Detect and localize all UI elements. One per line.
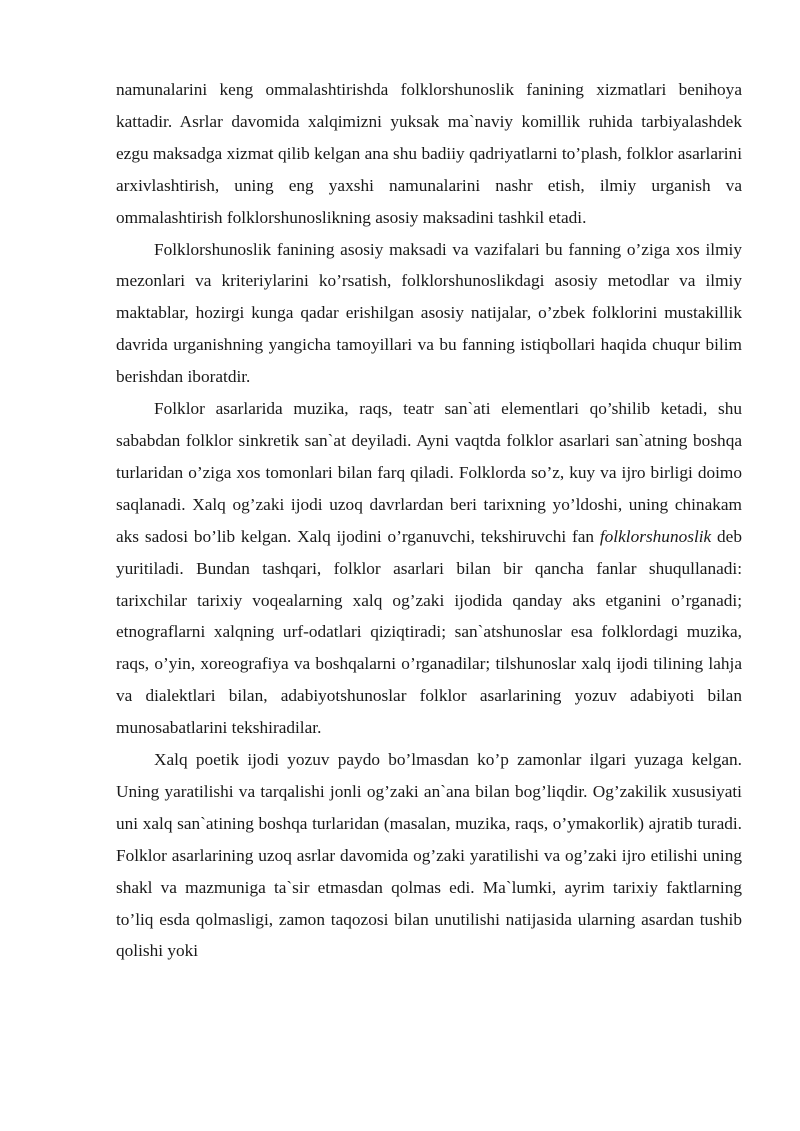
paragraph-3-emphasis: folklorshunoslik [599, 526, 712, 546]
paragraph-1: namunalarini keng ommalashtirishda folklorshunoslik fanining xizmatlari benihoya kattadir. Asrlar davomida xalqimizni yuksak ma`naviy komillik ruhida tarbiyalashdek ezgu maksadga xizmat qilib kelgan ana shu badiiy qadriyatlarni to’plash, folklor asarlarini arxivlashtirish, uning eng yaxshi namunalarini nashr etish, ilmiy urganish va ommalashtirish folklorshunoslikning asosiy maksadini tashkil etadi. [116, 80, 742, 227]
paragraph-3-text-before: Folklor asarlarida muzika, raqs, teatr san`ati elementlari qo’shilib ketadi, shu sababdan folklor sinkretik san`at deyiladi. Ayni vaqtda folklor asarlari san`atning boshqa turlaridan o’ziga xos tomonlari bilan farq qiladi. Folklorda so’z, kuy va ijro birligi doimo saqlanadi. Xalq og’zaki ijodi uzoq davrlardan beri tarixning yo’ldoshi, uning chinakam aks sadosi bo’lib kelgan. Xalq ijodini o’rganuvchi, tekshiruvchi fan [116, 399, 742, 546]
body-text [116, 74, 742, 967]
paragraph-4: Xalq poetik ijodi yozuv paydo bo’lmasdan ko’p zamonlar ilgari yuzaga kelgan. Uning yaratilishi va tarqalishi jonli og’zaki an`ana bilan bog’liqdir. Og’zakilik xususiyati uni xalq san`atining boshqa turlaridan (masalan, muzika, raqs, o’ymakorlik) ajratib turadi. Folklor asarlarining uzoq asrlar davomida og’zaki yaratilishi va og’zaki ijro etilishi uning shakl va mazmuniga ta`sir etmasdan qolmas edi. Ma`lumki, ayrim tarixiy faktlarning to’liq esda qolmasligi, zamon taqozosi bilan unutilishi natijasida ularning asardan tushib qolishi yoki [116, 750, 742, 961]
paragraph-3 [116, 393, 742, 744]
paragraph-3-text-after: deb yuritiladi. Bundan tashqari, folklor asarlari bilan bir qancha fanlar shuqullanadi: tarixchilar tarixiy voqealarning xalq og’zaki ijodida qanday aks etganini o’rganadi; etnograflarni xalqning urf-odatlari qiziqtiradi; san`atshunoslar esa folklordagi muzika, raqs, o’yin, xoreografiya va boshqalarni o’rganadilar; tilshunoslar xalq ijodi tilining lahja va dialektlari bilan, adabiyotshunoslar folklor asarlarining yozuv adabiyoti bilan munosabatlarini tekshiradilar. [116, 526, 742, 738]
paragraph-2: Folklorshunoslik fanining asosiy maksadi va vazifalari bu fanning o’ziga xos ilmiy mezonlari va kriteriylarini ko’rsatish, folklorshunoslikdagi asosiy metodlar va ilmiy maktablar, hozirgi kunga qadar erishilgan asosiy natijalar, o’zbek folklorini mustakillik davrida urganishning yangicha tamoyillari va bu fanning istiqbollari haqida chuqur bilim berishdan iboratdir. [116, 239, 742, 387]
